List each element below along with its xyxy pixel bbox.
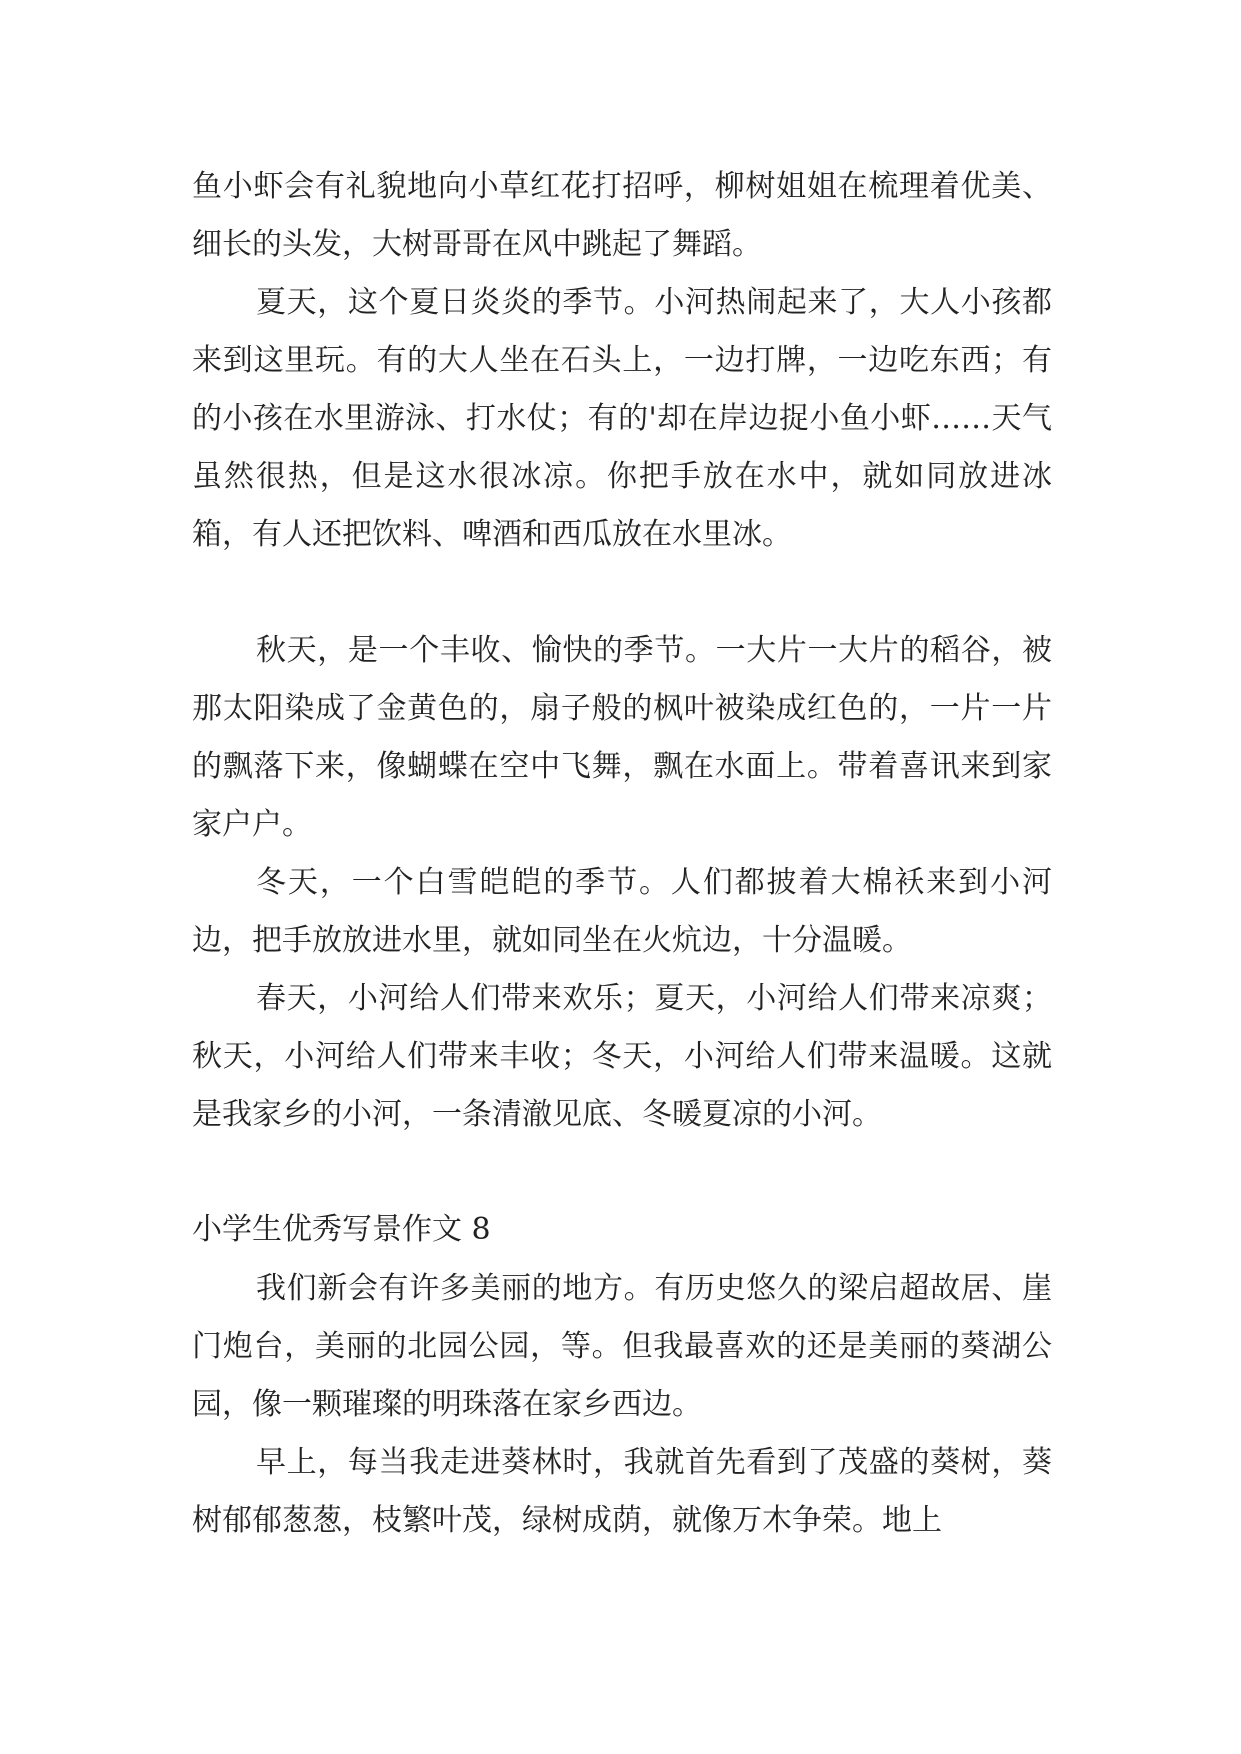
paragraph-winter: 冬天，一个白雪皑皑的季节。人们都披着大棉袄来到小河边，把手放放进水里，就如同坐在火炕边，十分温暖。 [192, 865, 1052, 958]
paragraph-spring-continued: 鱼小虾会有礼貌地向小草红花打招呼，柳树姐姐在梳理着优美、细长的头发，大树哥哥在风中跳起了舞蹈。 [192, 169, 1052, 262]
essay-8-title: 小学生优秀写景作文 8 [192, 1212, 491, 1247]
paragraph-summer: 夏天，这个夏日炎炎的季节。小河热闹起来了，大人小孩都来到这里玩。有的大人坐在石头上，一边打牌，一边吃东西；有的小孩在水里游泳、打水仗；有的'却在岸边捉小鱼小虾……天气虽然很热，但是这水很冰凉。你把手放在水中，就如同放进冰箱，有人还把饮料、啤酒和西瓜放在水里冰。 [192, 285, 1052, 552]
paragraph-autumn: 秋天，是一个丰收、愉快的季节。一大片一大片的稻谷，被那太阳染成了金黄色的，扇子般的枫叶被染成红色的，一片一片的飘落下来，像蝴蝶在空中飞舞，飘在水面上。带着喜讯来到家家户户。 [192, 633, 1052, 842]
essay-8-paragraph-morning: 早上，每当我走进葵林时，我就首先看到了茂盛的葵树，葵树郁郁葱葱，枝繁叶茂，绿树成荫，就像万木争荣。地上 [192, 1445, 1052, 1538]
paragraph-conclusion: 春天，小河给人们带来欢乐；夏天，小河给人们带来凉爽；秋天，小河给人们带来丰收；冬天，小河给人们带来温暖。这就是我家乡的小河，一条清澈见底、冬暖夏凉的小河。 [192, 981, 1052, 1132]
essay-8-paragraph-intro: 我们新会有许多美丽的地方。有历史悠久的梁启超故居、崖门炮台，美丽的北园公园，等。但我最喜欢的还是美丽的葵湖公园，像一颗璀璨的明珠落在家乡西边。 [192, 1271, 1052, 1422]
